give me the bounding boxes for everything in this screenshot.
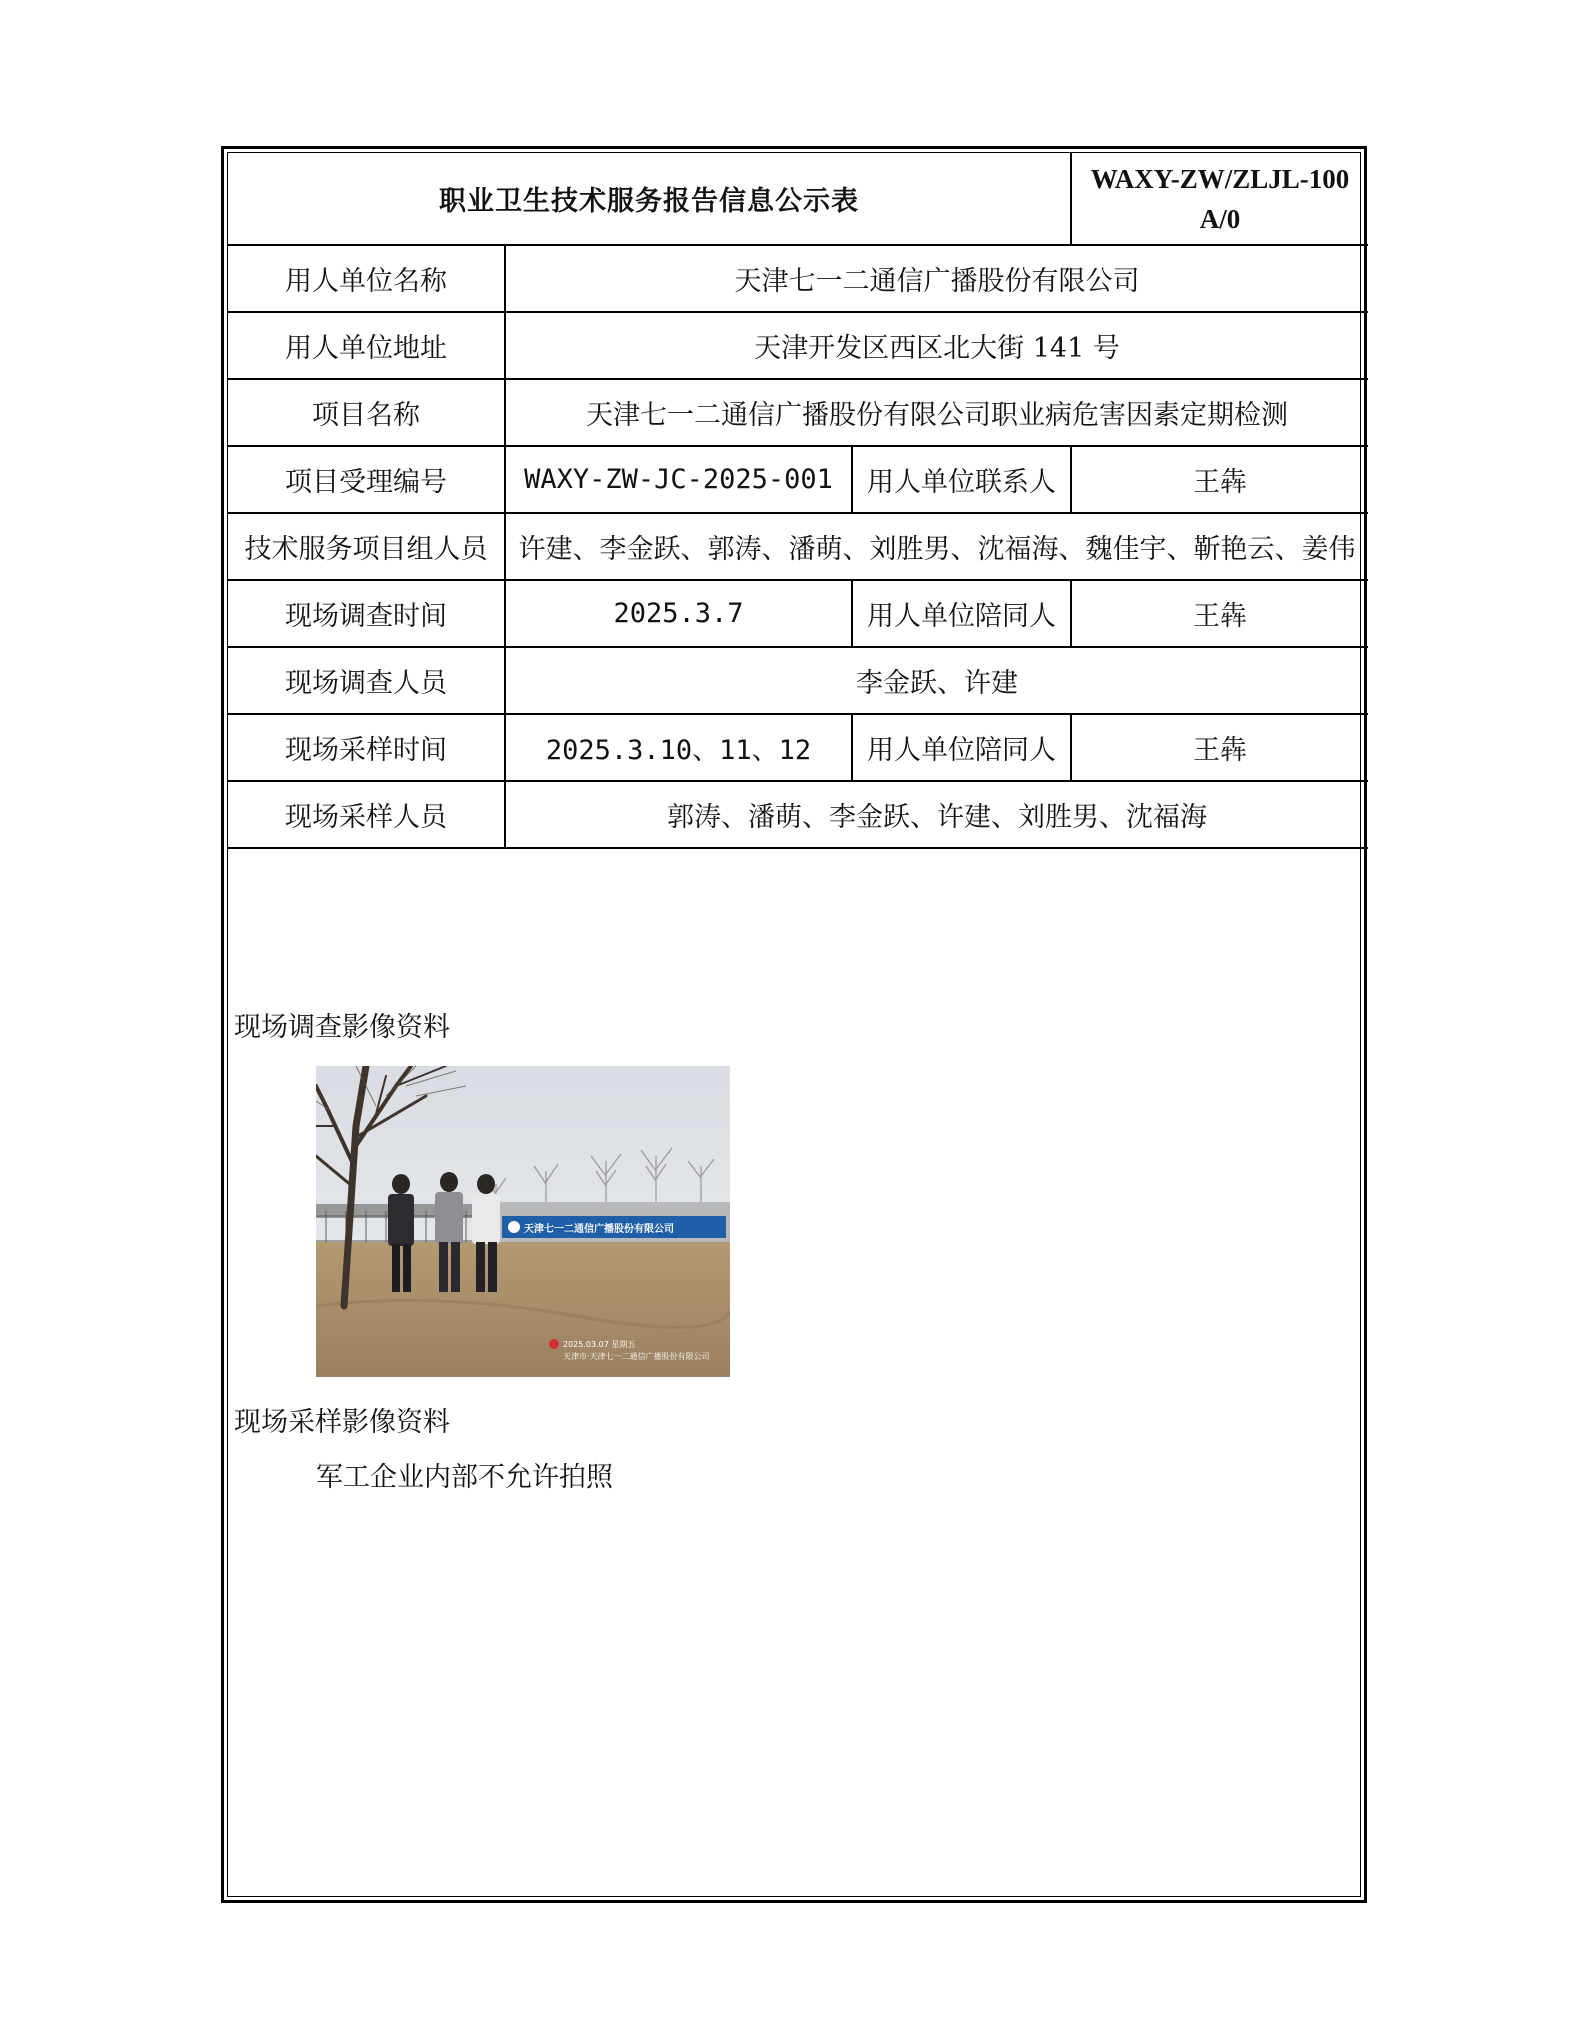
label-sampling-time: 现场采样时间: [228, 714, 505, 781]
row-project-number: [228, 446, 1368, 513]
label-sampling-staff: 现场采样人员: [228, 781, 505, 848]
label-survey-companion: 用人单位陪同人: [852, 580, 1071, 647]
value-survey-companion: 王犇: [1071, 580, 1368, 647]
label-sampling-companion: 用人单位陪同人: [852, 714, 1071, 781]
title-row: [228, 153, 1368, 245]
value-survey-staff: 李金跃、许建: [505, 647, 1368, 714]
value-project-name: 天津七一二通信广播股份有限公司职业病危害因素定期检测: [505, 379, 1368, 446]
form-inner-border: [227, 152, 1361, 1897]
row-project-name: [228, 379, 1368, 446]
row-sampling-time: [228, 714, 1368, 781]
sampling-images-label: 现场采样影像资料: [234, 1407, 450, 1438]
doc-code-line2: A/0: [1199, 203, 1241, 234]
value-contact-person: 王犇: [1071, 446, 1368, 513]
row-employer-address: [228, 312, 1368, 379]
photo-watermark-date: 2025.03.07 星期五: [563, 1340, 636, 1349]
form-title: 职业卫生技术服务报告信息公示表: [228, 153, 1071, 245]
doc-code: [1071, 153, 1368, 245]
survey-photo: [316, 1066, 730, 1377]
photo-watermark-location: 天津市·天津七一二通信广播股份有限公司: [563, 1352, 710, 1361]
label-team-members: 技术服务项目组人员: [228, 513, 505, 580]
row-team-members: [228, 513, 1368, 580]
row-sampling-staff: [228, 781, 1368, 848]
row-employer-name: [228, 245, 1368, 312]
value-employer-name: 天津七一二通信广播股份有限公司: [505, 245, 1368, 312]
value-sampling-staff: 郭涛、潘萌、李金跃、许建、刘胜男、沈福海: [505, 781, 1368, 848]
row-survey-staff: [228, 647, 1368, 714]
label-project-number: 项目受理编号: [228, 446, 505, 513]
sign-text: 天津七一二通信广播股份有限公司: [524, 1224, 674, 1235]
label-employer-name: 用人单位名称: [228, 245, 505, 312]
label-survey-time: 现场调查时间: [228, 580, 505, 647]
value-team-members: 许建、李金跃、郭涛、潘萌、刘胜男、沈福海、魏佳宇、靳艳云、姜伟: [505, 513, 1368, 580]
label-project-name: 项目名称: [228, 379, 505, 446]
value-survey-time: 2025.3.7: [505, 580, 852, 647]
info-table: [228, 153, 1368, 849]
form-frame: [221, 146, 1367, 1903]
value-sampling-time: 2025.3.10、11、12: [505, 714, 852, 781]
doc-code-line1: WAXY-ZW/ZLJL-100: [1090, 163, 1350, 194]
label-employer-address: 用人单位地址: [228, 312, 505, 379]
no-photo-note: 军工企业内部不允许拍照: [316, 1462, 613, 1493]
value-sampling-companion: 王犇: [1071, 714, 1368, 781]
label-contact-person: 用人单位联系人: [852, 446, 1071, 513]
location-pin-icon: [549, 1339, 559, 1349]
value-employer-address: 天津开发区西区北大街 141 号: [505, 312, 1368, 379]
label-survey-staff: 现场调查人员: [228, 647, 505, 714]
row-survey-time: [228, 580, 1368, 647]
value-project-number: WAXY-ZW-JC-2025-001: [505, 446, 852, 513]
survey-images-label: 现场调查影像资料: [234, 1012, 450, 1043]
